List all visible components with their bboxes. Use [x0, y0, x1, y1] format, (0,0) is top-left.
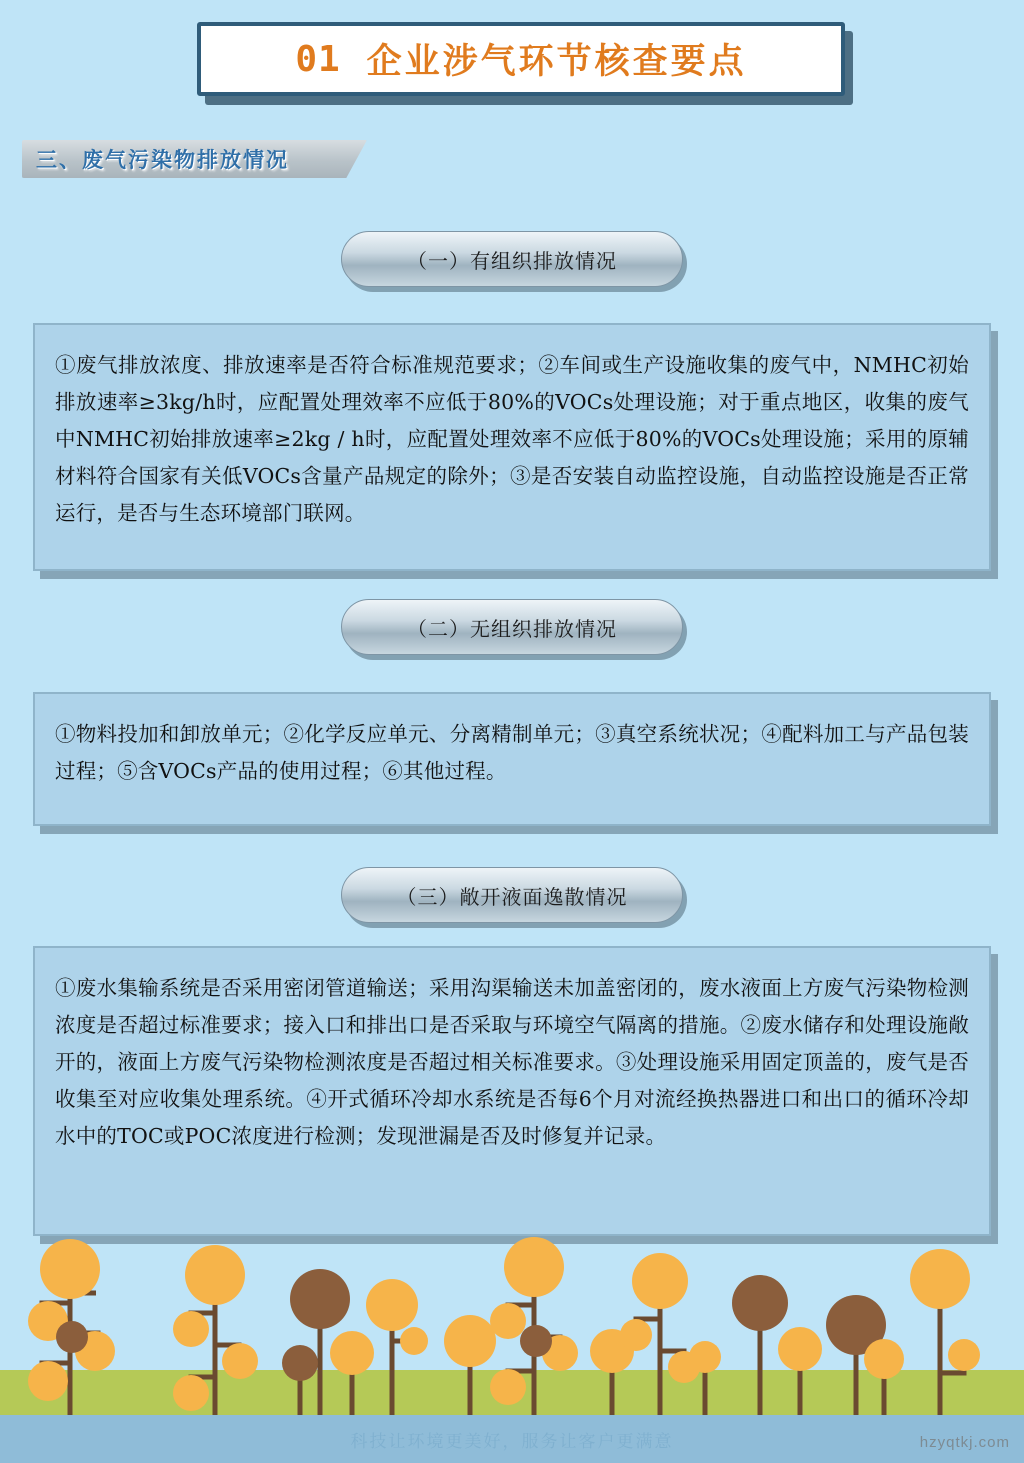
subsection-heading-3: [341, 867, 683, 923]
content-box-3: [33, 946, 991, 1236]
subsection-heading-3-label: （三）敞开液面逸散情况: [396, 884, 628, 909]
pill-body: [341, 231, 683, 287]
title-number: 01: [295, 38, 341, 80]
content-box-3-text: ①废水集输系统是否采用密闭管道输送；采用沟渠输送未加盖密闭的，废水液面上方废气污染物检测浓度是否超过标准要求；接入口和排出口是否采取与环境空气隔离的措施。②废水储存和处理设施敞开的，液面上方废气污染物检测浓度是否超过相关标准要求。③处理设施采用固定顶盖的，废气是否收集至对应收集处理系统。④开式循环冷却水系统是否每6个月对流经换热器进口和出口的循环冷却水中的TOC或POC浓度进行检测；发现泄漏是否及时修复并记录。: [55, 976, 969, 1148]
page-title-banner: [197, 22, 845, 96]
subsection-heading-1: [341, 231, 683, 287]
pill-body: [341, 867, 683, 923]
content-box-1: [33, 323, 991, 571]
page-title: 企业涉气环节核查要点: [366, 42, 747, 82]
watermark: hzyqtkj.com: [919, 1434, 1010, 1451]
subsection-heading-1-label: （一）有组织排放情况: [407, 248, 617, 273]
title-banner-box: [197, 22, 845, 96]
content-box-2: [33, 692, 991, 826]
footer-slogan: 科技让环境更美好，服务让客户更满意: [350, 1431, 674, 1452]
section-tag-label: 三、废气污染物排放情况: [36, 148, 289, 172]
content-box-1-body: [33, 323, 991, 571]
section-tag: [22, 140, 367, 178]
content-box-2-text: ①物料投加和卸放单元；②化学反应单元、分离精制单元；③真空系统状况；④配料加工与产品包装过程；⑤含VOCs产品的使用过程；⑥其他过程。: [55, 722, 969, 783]
subsection-heading-2-label: （二）无组织排放情况: [407, 616, 617, 641]
footer-bar: [0, 1415, 1024, 1463]
pill-body: [341, 599, 683, 655]
content-box-1-text: ①废气排放浓度、排放速率是否符合标准规范要求；②车间或生产设施收集的废气中，NMHC初始排放速率≥3kg/h时，应配置处理效率不应低于80%的VOCs处理设施；对于重点地区，收集的废气中NMHC初始排放速率≥2kg / h时，应配置处理效率不应低于80%的VOCs处理设施；采用的原辅材料符合国家有关低VOCs含量产品规定的除外；③是否安装自动监控设施，自动监控设施是否正常运行，是否与生态环境部门联网。: [55, 353, 969, 525]
content-box-2-body: [33, 692, 991, 826]
content-box-3-body: [33, 946, 991, 1236]
subsection-heading-2: [341, 599, 683, 655]
bottom-illustration: [0, 1233, 1024, 1463]
